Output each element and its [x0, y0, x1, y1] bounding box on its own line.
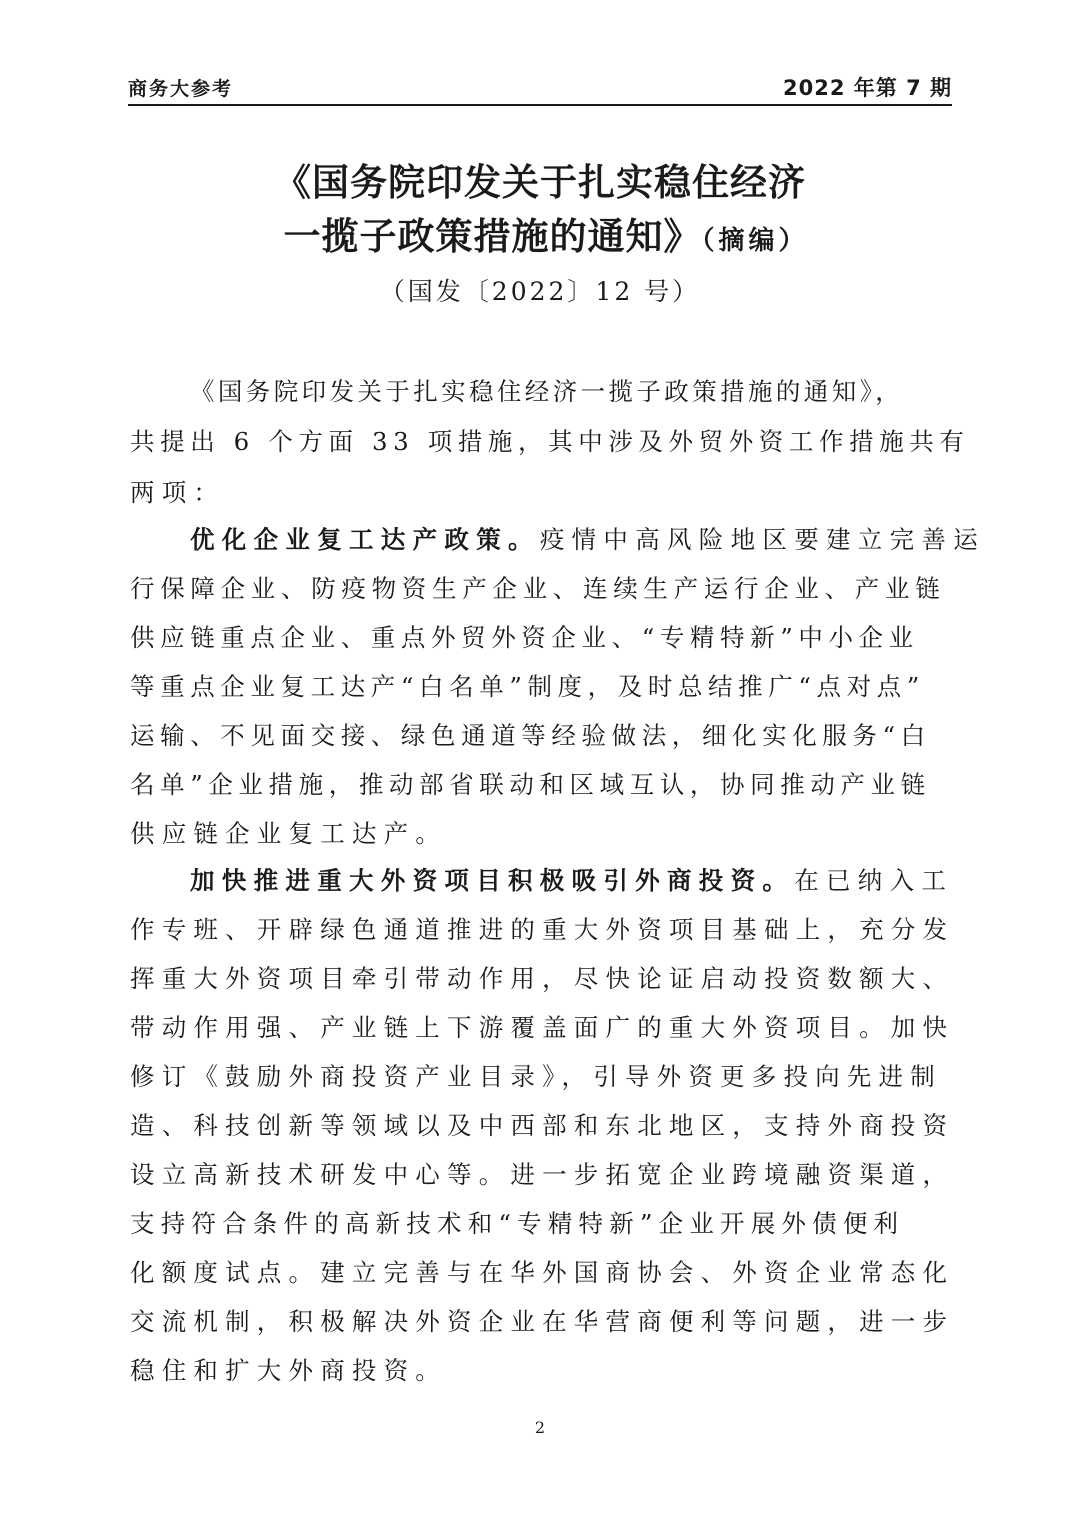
section-2-heading: 加快推进重大外资项目积极吸引外商投资。 [190, 866, 795, 895]
section-1-line: 疫情中高风险地区要建立完善运 [539, 525, 986, 554]
section-1-line: 运输、不见面交接、绿色通道等经验做法，细化实化服务“白 [130, 721, 931, 750]
section-1-heading: 优化企业复工达产政策。 [190, 525, 540, 554]
section-1-line: 供应链企业复工达产。 [130, 819, 447, 848]
document-title-line-1: 《国务院印发关于扎实稳住经济 [274, 161, 806, 204]
document-title-line-2 [12, 206, 1080, 260]
document-title-line-2-text: 一揽子政策措施的通知》 [283, 215, 702, 258]
section-2-line: 化额度试点。建立完善与在华外国商协会、外资企业常态化 [130, 1258, 955, 1287]
section-2-line: 修订《鼓励外商投资产业目录》，引导外资更多投向先进制 [130, 1062, 942, 1091]
document-number: （国发〔2022〕12 号） [379, 277, 701, 306]
intro-line: 共提出 6 个方面 33 项措施，其中涉及外贸外资工作措施共有 [130, 427, 970, 456]
section-2-first-line [190, 866, 954, 895]
section-2-line: 造、科技创新等领域以及中西部和东北地区，支持外商投资 [130, 1111, 955, 1140]
section-2-line: 作专班、开辟绿色通道推进的重大外资项目基础上，充分发 [130, 915, 955, 944]
section-2-line: 交流机制，积极解决外资企业在华营商便利等问题，进一步 [130, 1307, 955, 1336]
issue-number: 2022 年第 7 期 [783, 76, 952, 100]
section-1-line: 行保障企业、防疫物资生产企业、连续生产运行企业、产业链 [130, 574, 946, 603]
header-divider [128, 104, 952, 106]
section-1-line: 等重点企业复工达产“白名单”制度，及时总结推广“点对点” [130, 672, 925, 701]
section-1-first-line [190, 525, 986, 554]
page-number: 2 [534, 1418, 546, 1437]
intro-line: 两项： [130, 478, 226, 507]
section-2-line: 设立高新技术研发中心等。进一步拓宽企业跨境融资渠道， [130, 1160, 955, 1189]
publication-name: 商务大参考 [128, 78, 234, 100]
section-2-line: 稳住和扩大外商投资。 [130, 1356, 447, 1385]
section-2-line: 挥重大外资项目牵引带动作用，尽快论证启动投资数额大、 [130, 964, 955, 993]
section-2-line: 带动作用强、产业链上下游覆盖面广的重大外资项目。加快 [130, 1013, 955, 1042]
running-header [128, 66, 952, 106]
section-2-line: 支持符合条件的高新技术和“专精特新”企业开展外债便利 [130, 1209, 905, 1238]
section-2-line: 在已纳入工 [794, 866, 954, 895]
section-1-line: 名单”企业措施，推动部省联动和区域互认，协同推动产业链 [130, 770, 931, 799]
title-suffix: （摘编） [701, 226, 809, 256]
intro-line: 《国务院印发关于扎实稳住经济一揽子政策措施的通知》， [190, 377, 904, 406]
section-1-line: 供应链重点企业、重点外贸外资企业、“专精特新”中小企业 [130, 623, 919, 652]
